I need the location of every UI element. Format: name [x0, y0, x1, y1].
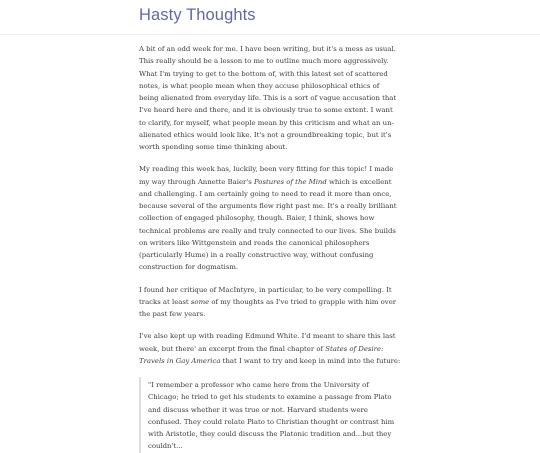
- paragraph-text: of my thoughts as I've tried to grapple with him over the past few years.: [139, 297, 397, 318]
- post-paragraph: [139, 330, 401, 367]
- paragraph-text: that I want to try and keep in mind into the future:: [220, 356, 401, 365]
- post-paragraph: [139, 163, 401, 273]
- site-title[interactable]: Hasty Thoughts: [139, 6, 256, 24]
- emphasis: some: [190, 297, 210, 306]
- paragraph-text: which is excellent and challenging. I am certainly going to need to read it more than once, because several of the arguments flew right past me. It's a really brilliant collection of engaged philosophy, though. Baier, I think, shows how technical problems are really and truly connected to our lives. She builds on writers like Wittgenstein and reads the canonical philosophers (particularly Hume) in a really constructive way, without confusing construction for dogmatism.: [139, 177, 397, 272]
- paragraph-text: My reading this week has, luckily, been very fitting for this topic! I made my way through Annette Baier's: [139, 165, 394, 186]
- paragraph-text: I found her critique of MacIntyre, in particular, to be very compelling. It tracks at least: [139, 285, 392, 306]
- site-header: [0, 0, 540, 35]
- book-title: States of Desire: Travels in Gay America: [139, 344, 384, 365]
- book-title: Postures of the Mind: [253, 177, 327, 186]
- post-paragraph: A bit of an odd week for me. I have been writing, but it's a mess as usual. This really should be a lesson to me to outline much more aggressively. What I'm trying to get to the bottom of, with this latest set of scattered notes, is what people mean when they accuse philosophical ethics of being alienated from everyday life. This is a sort of vague accusation that I've heard here and there, and it is obviously true to some extent. I want to clarify, for myself, what people mean by this criticism and what an un-alienated ethics would look like. It's not a groundbreaking topic, but it's worth spending some time thinking about.: [139, 45, 397, 151]
- post-content: [139, 43, 401, 453]
- paragraph-text: I've also kept up with reading Edmund White. I'd meant to share this last week, but there' an excerpt from the final chapter of: [139, 332, 396, 353]
- quote-text: "I remember a professor who came here from the University of Chicago; he tried to get his students to examine a passage from Plato and discuss whether it was true or not. Harvard students were confused. They could relate Plato to Christian thought or contrast him with Aristotle, they could discuss the Platonic tradition and...but they couldn't...: [148, 381, 395, 451]
- post-paragraph: [139, 284, 401, 321]
- blockquote: [139, 377, 401, 453]
